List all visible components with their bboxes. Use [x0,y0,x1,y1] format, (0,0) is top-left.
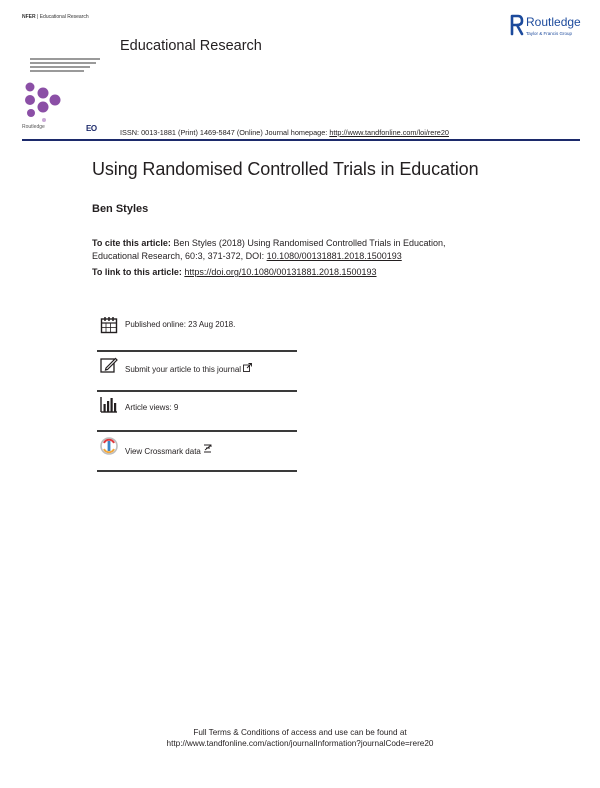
issn-line [120,128,449,137]
journal-homepage-link[interactable]: http://www.tandfonline.com/loi/rere20 [329,128,449,137]
submit-label: Submit your article to this journal [125,365,242,374]
header-divider [22,139,580,141]
terms-footer [0,727,600,749]
published-date: Published online: 23 Aug 2018. [125,320,236,329]
cite-label: To cite this article: [92,238,171,248]
published-row [97,312,297,352]
article-title: Using Randomised Controlled Trials in Education [92,159,479,179]
crossmark-label: View Crossmark data [125,447,201,456]
journal-title: Educational Research [120,38,262,54]
article-views: Article views: 9 [125,403,179,412]
terms-url-link[interactable]: http://www.tandfonline.com/action/journalInformation?journalCode=rere20 [166,739,434,748]
cover-logos: NFER | Educational Research [22,14,89,20]
crossmark-small-icon [203,444,212,453]
article-link-line [92,267,377,277]
edit-icon [100,356,118,374]
routledge-logo [510,14,590,44]
cover-fine-print [30,58,102,74]
submit-article-link[interactable] [125,363,252,374]
publisher-name: Routledge [526,15,581,29]
bar-chart-icon [100,396,118,414]
article-url-link[interactable]: https://doi.org/10.1080/00131881.2018.1500193 [184,267,377,277]
journal-cover-thumbnail [22,14,102,140]
crossmark-row[interactable] [97,432,297,472]
routledge-r-icon [510,14,524,36]
cite-text-2: Educational Research, 60:3, 371-372, DOI: [92,250,267,261]
eo-logo: EO [86,124,97,133]
cover-dots-graphic [22,80,82,140]
issn-text: ISSN: 0013-1881 (Print) 1469-5847 (Online) Journal homepage: [120,128,330,137]
external-link-icon [243,363,252,372]
cite-text-1: Ben Styles (2018) Using Randomised Controlled Trials in Education, [170,238,446,248]
cover-footer-text: Routledge [22,124,45,130]
crossmark-link[interactable] [125,444,212,456]
article-author: Ben Styles [92,203,149,215]
doi-link[interactable]: 10.1080/00131881.2018.1500193 [266,250,402,261]
link-label: To link to this article: [92,267,185,277]
publisher-tagline: Taylor & Francis Group [526,31,573,36]
citation-block [92,237,446,262]
views-row [97,392,297,432]
info-divider [97,470,297,472]
submit-row[interactable] [97,352,297,392]
crossmark-icon [100,437,118,455]
calendar-icon [100,316,118,334]
terms-text: Full Terms & Conditions of access and use can be found at [193,728,407,737]
